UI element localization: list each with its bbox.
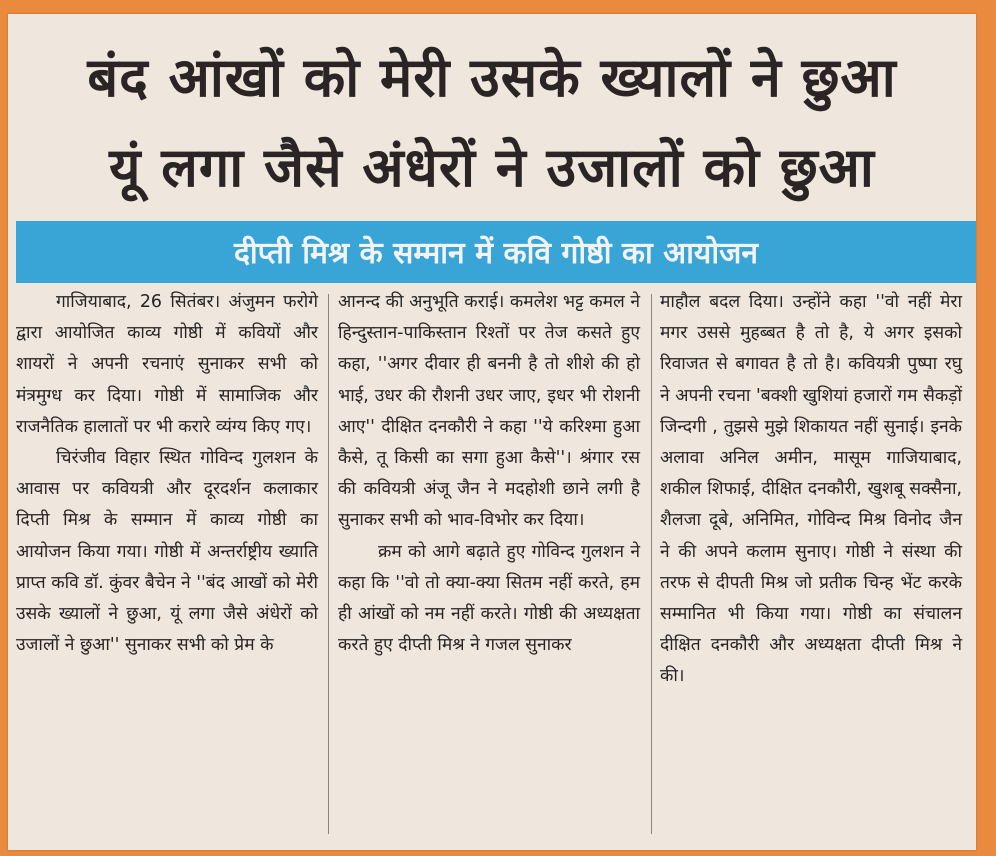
newspaper-clipping (8, 14, 976, 850)
headline-line-1: बंद आंखों को मेरी उसके ख्यालों ने छुआ (87, 46, 897, 109)
paragraph: गाजियाबाद, 26 सितंबर। अंजुमन फरोगे द्वारा आयोजित काव्य गोष्ठी में कवियों और शायरों ने अपनी रचनाएं सुनाकर सभी को मंत्रमुग्ध कर दिया। गोष्ठी में सामाजिक और राजनैतिक हालातों पर भी करारे व्यंग्य किए गए। (16, 292, 318, 437)
column-divider (328, 294, 329, 834)
subheadline: दीप्ती मिश्र के सम्मान में कवि गोष्ठी का आयोजन (233, 236, 759, 271)
paragraph: क्रम को आगे बढ़ाते हुए गोविन्द गुलशन ने कहा कि ''वो तो क्या-क्या सितम नहीं करते, हम ही आंखों को नम नहीं करते। गोष्ठी की अध्यक्षता करते हुए दीप्ती मिश्र ने गजल सुनाकर (338, 541, 640, 656)
paragraph: आनन्द की अनुभूति कराई। कमलेश भट्ट कमल ने हिन्दुस्तान-पाकिस्तान रिश्तों पर तेज कसते हुए कहा, ''अगर दीवार ही बननी है तो शीशे की हो भाई, उधर की रौशनी उधर जाए, इधर भी रोशनी आए'' दीक्षित दनकौरी ने कहा ''ये करिश्मा हुआ कैसे, तू किसी का सगा हुआ कैसे''। श्रंगार रस की कवियत्री अंजू जैन ने मदहोशी छाने लगी है सुनाकर सभी को भाव-विभोर कर दिया। (338, 292, 640, 531)
article-column-1 (16, 287, 318, 661)
column-divider (651, 294, 652, 834)
article-column-3 (660, 287, 962, 693)
article-column-2 (338, 287, 640, 661)
paragraph: माहौल बदल दिया। उन्होंने कहा ''वो नहीं मेरा मगर उससे मुहब्बत है तो है, ये अगर इसको रिवाजत से बगावत है तो है। कवियत्री पुष्पा रघु ने अपनी रचना 'बक्शी खुशियां हजारों गम सैकड़ों जिन्दगी , तुझसे मुझे शिकायत नहीं सुनाई। इनके अलावा अनिल अमीन, मासूम गाजियाबाद, शकील शिफाई, दीक्षित दनकौरी, खुशबू सक्सैना, शैलजा दूबे, अनिमित, गोविन्द मिश्र विनोद जैन ने की अपने कलाम सुनाए। गोष्ठी ने संस्था की तरफ से दीपती मिश्र जो प्रतीक चिन्ह भेंट करके सम्मानित भी किया गया। गोष्ठी का संचालन दीक्षित दनकौरी और अध्यक्षता दीप्ती मिश्र ने की। (660, 292, 962, 687)
headline-line-2: यूं लगा जैसे अंधेरों ने उजालों को छुआ (109, 136, 875, 199)
paragraph: चिरंजीव विहार स्थित गोविन्द गुलशन के आवास पर कवियत्री और दूरदर्शन कलाकार दिप्ती मिश्र के सम्मान में काव्य गोष्ठी का आयोजन किया गया। गोष्ठी में अन्तर्राष्ट्रीय ख्याति प्राप्त कवि डॉ. कुंवर बैचेन ने ''बंद आखों को मेरी उसके ख्यालों ने छुआ, यूं लगा जैसे अंधेरों को उजालों ने छुआ'' सुनाकर सभी को प्रेम के (16, 448, 318, 656)
subheadline-band (16, 221, 976, 283)
